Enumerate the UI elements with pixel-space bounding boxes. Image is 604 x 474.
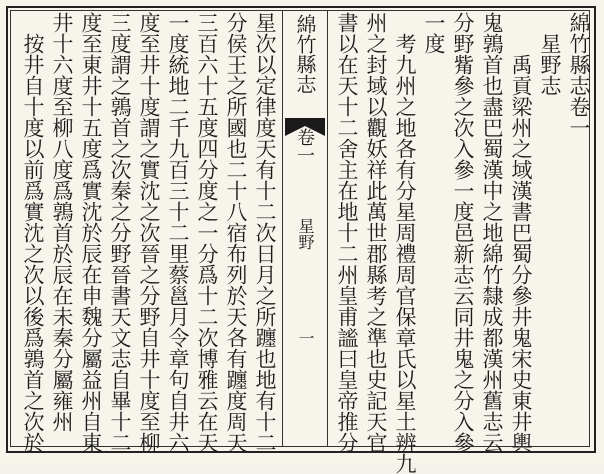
left-column-6: 三度謂之鶉首之次秦之分野晉書天文志自畢十二 (108, 12, 132, 453)
right-column-4: 鬼鶉首也盡巴蜀漢中之地綿竹隸成都漢州舊志云 (480, 12, 504, 453)
right-column-2: 星野志 (538, 12, 562, 96)
left-column-8: 井十六度至柳八度爲鶉首於辰在未秦分屬雍州 (50, 12, 74, 432)
left-column-5: 度至井十度謂之實沈之次晉之分野自井十度至柳 (137, 12, 161, 453)
right-column-6: 一度 (422, 12, 446, 54)
section-label: 星野 (296, 218, 315, 250)
left-column-1: 星次以定律度天有十二次日月之所躔也地有十二 (253, 12, 277, 453)
volume-label: 卷一 (294, 128, 315, 164)
leaf-number: 一 (296, 330, 315, 346)
right-column-5: 分野觜參之次入參一度邑新志云同井鬼之分入參 (451, 12, 475, 453)
left-column-4: 一度統地二千九百三十二里蔡邕月令章句自井六 (166, 12, 190, 453)
center-fold (282, 10, 328, 447)
left-column-9: 按井自十度以前爲實沈之次以後爲鶉首之次於 (21, 12, 45, 453)
left-column-2: 分侯王之所國也二十八宿布列於天各有躔度周天 (224, 12, 248, 453)
right-column-7: 考九州之地各有分星周禮周官保章氏以星土辨九 (393, 12, 417, 474)
right-column-3: 禹貢梁州之域漢書巴蜀分參井鬼宋史東井輿 (509, 12, 533, 453)
right-column-8: 州之封域以觀妖祥此萬世郡縣考之準也史記天官 (364, 12, 388, 453)
left-column-7: 度至東井十五度爲實沈於辰在申魏分屬益州自東 (79, 12, 103, 453)
book-title: 綿竹縣志 (293, 14, 317, 94)
right-column-9: 書以在天十二舍主在地十二州皇甫謐曰皇帝推分 (335, 12, 359, 453)
left-column-3: 三百六十五度四分度之一分爲十二次博雅云在天 (195, 12, 219, 453)
right-column-1: 綿竹縣志卷一 (567, 12, 591, 138)
